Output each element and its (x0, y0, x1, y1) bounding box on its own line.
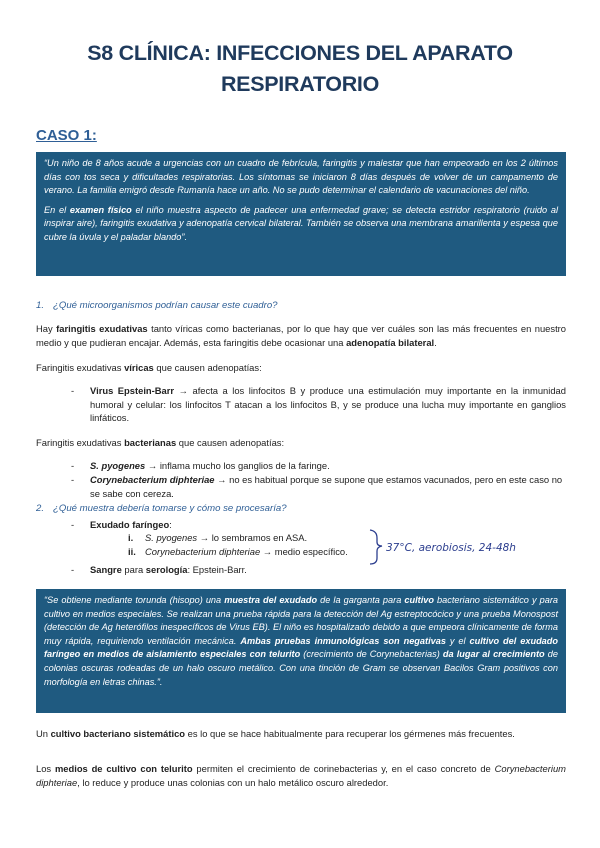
paragraph-viral: Faringitis exudativas víricas que causen adenopatías: (36, 362, 262, 373)
brace-icon (370, 530, 382, 564)
paragraph-systematic-culture: Un cultivo bacteriano sistemático es lo que se hace habitualmente para recuperar los gérmenes más frecuentes. (36, 728, 515, 739)
handwritten-annotation (368, 526, 558, 566)
list-item-exudado: - Exudado faríngeo: (71, 519, 172, 530)
case-statement-paragraph-1: “Un niño de 8 años acude a urgencias con un cuadro de febrícula, faringitis y malestar que han empeorado en los 2 últimos días con tos seca y dificultades respiratorias. Los síntomas se iniciaron 8 días después de volver de un campamento de verano. La familia emigró desde Rumanía hace un año. No se pudo determinar el calendario de vacunaciones del niño. (44, 158, 558, 196)
page-title (0, 38, 600, 100)
title-line-2: RESPIRATORIO (220, 72, 380, 96)
case-heading: CASO 1: (36, 127, 97, 144)
list-item-sangre: - Sangre para serología: Epstein-Barr. (71, 564, 247, 575)
sub-item-s-pyogenes: i. S. pyogenes → lo sembramos en ASA. (128, 532, 308, 543)
list-item-ebv: - Virus Epstein-Barr → afecta a los linfocitos B y produce una estimulación muy importante en la inmunidad humoral y celular: los linfocitos T atacan a los linfocitos B, y se produce una lucha muy importante en ganglios linfáticos. (71, 385, 566, 424)
procedure-paragraph: “Se obtiene mediante torunda (hisopo) una muestra del exudado de la garganta para cultivo bacteriano sistemático y para cultivo en medios especiales. Se realizan una prueba rápida para la detección del Ag estreptocócico y una prueba Monospost (detección de Ag heterófilos inespecíficos de Virus EB). El niño es hospitalizado debido a que empeora clínicamente de forma muy rápida, requiriendo ventilación mecánica. Ambas pruebas inmunológicas son negativas y el cultivo del exudado faríngeo en medios de aislamiento especiales con telurito (crecimiento de Corynebacterias) da lugar al crecimiento de colonias oscuras rodeadas de un halo oscuro metálico. Con una tinción de Gram se observan Bacilos Gram positivos con morfología en letras chinas.”. (44, 595, 559, 687)
title-line-1: S8 CLÍNICA: INFECCIONES DEL APARATO (87, 41, 513, 65)
case-statement-paragraph-2: En el examen físico el niño muestra aspecto de padecer una enfermedad grave; se detecta estridor respiratorio (ruido al inspirar aire), faringitis exudativa y adenopatía cervical bilateral. También se observa una membrana amarillenta y espesa que cubre la úvula y el paladar blando”. (44, 204, 558, 242)
paragraph-bacterial: Faringitis exudativas bacterianas que causen adenopatías: (36, 437, 285, 448)
case-statement-box (36, 152, 566, 276)
question-1: 1. ¿Qué microorganismos podrían causar este cuadro? (36, 300, 278, 311)
list-item-c-diphteriae: - Corynebacterium diphteriae → no es habitual porque se supone que estamos vacunados, pero en este caso no se sabe con cereza. (71, 474, 563, 499)
sub-item-c-diphteriae: ii. Corynebacterium diphteriae → medio específico. (128, 546, 348, 557)
handwritten-note: 37°C, aerobiosis, 24-48h (386, 542, 516, 554)
list-item-s-pyogenes: - S. pyogenes → inflama mucho los ganglios de la faringe. (71, 460, 330, 471)
paragraph-exudative: Hay faringitis exudativas tanto víricas como bacterianas, por lo que hay que ver cuáles son las más frecuentes en nuestro medio y que pudieran encajar. Además, esta faringitis debe ocasionar una adenopatía bilateral. (36, 323, 567, 348)
question-2: 2. ¿Qué muestra debería tomarse y cómo se procesaría? (36, 503, 287, 514)
paragraph-tellurite: Los medios de cultivo con telurito permiten el crecimiento de corinebacterias y, en el caso concreto de Corynebacterium diphteriae, lo reduce y produce unas colonias con un halo metálico oscuro alrededor. (36, 763, 566, 788)
procedure-box (36, 589, 566, 713)
